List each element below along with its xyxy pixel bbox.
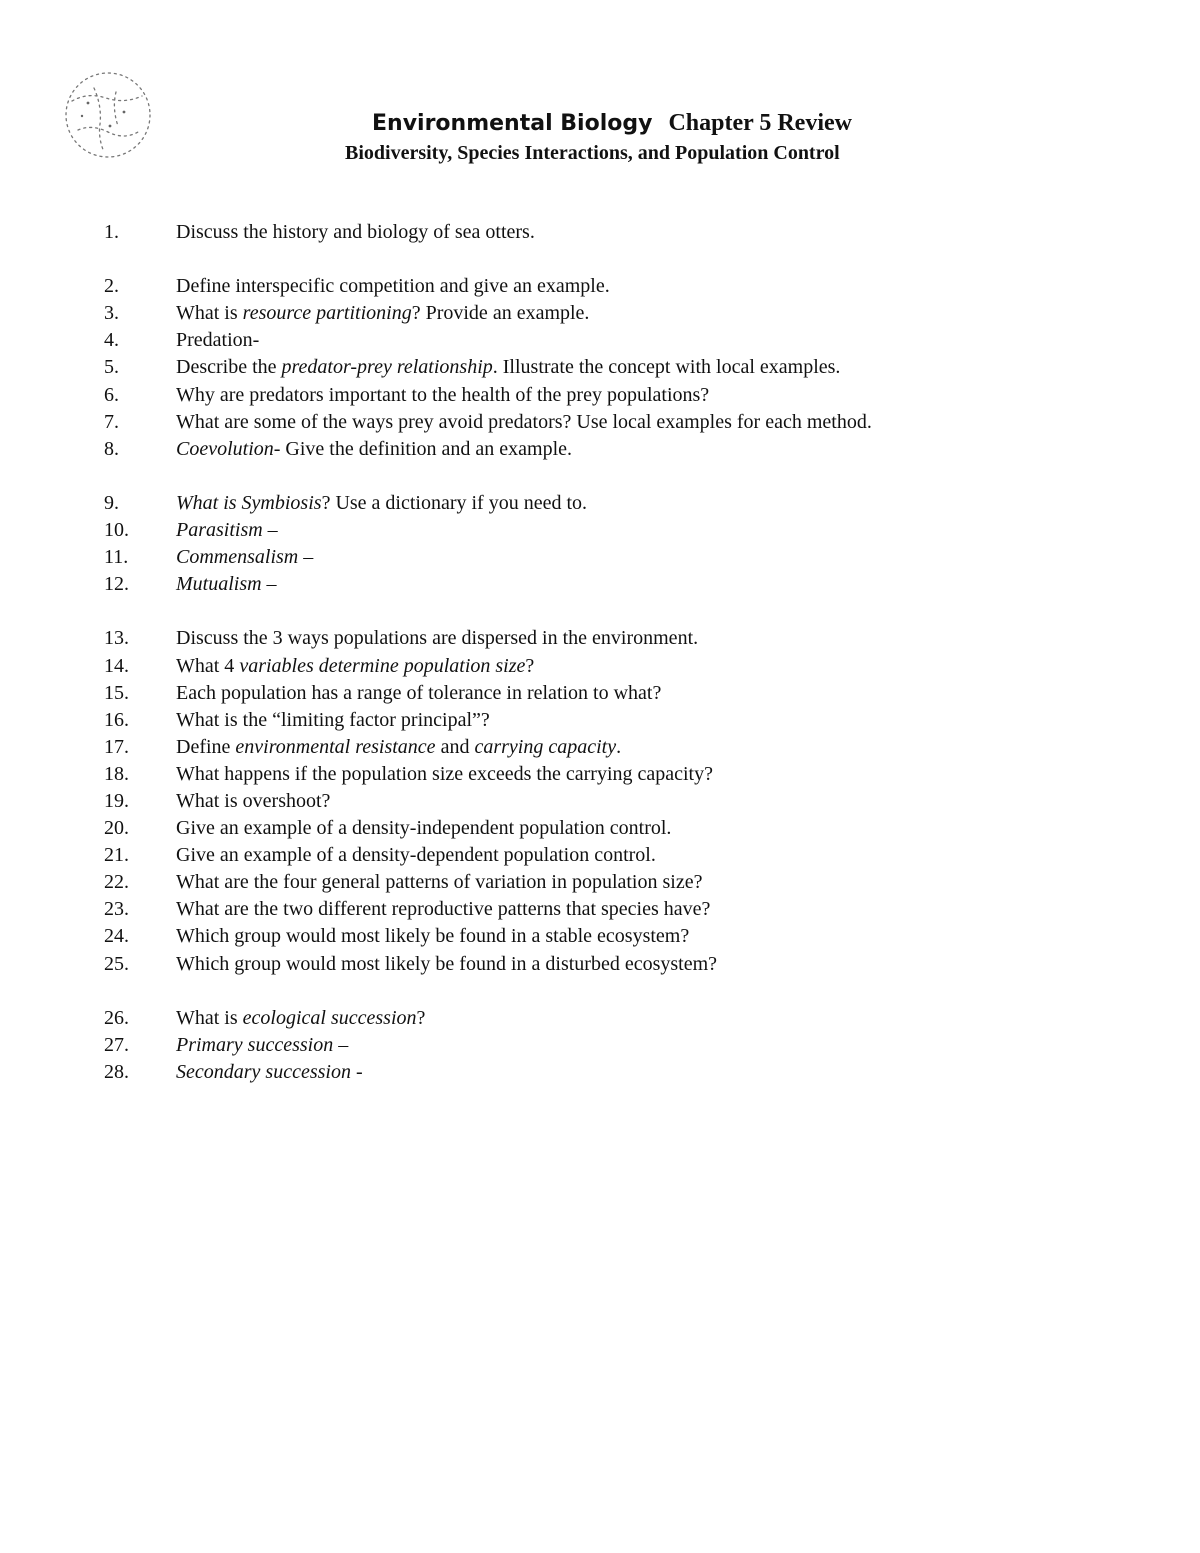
question-text: What is resource partitioning? Provide an example. [176,302,590,325]
question-text: Which group would most likely be found in a stable ecosystem? [176,925,690,948]
question-text: What are the four general patterns of variation in population size? [176,871,703,894]
question-item [0,1032,1200,1059]
question-text: Define environmental resistance and carrying capacity. [176,735,622,758]
question-text: Define interspecific competition and give an example. [176,275,610,298]
question-text: What is the “limiting factor principal”? [176,708,490,731]
question-number: 3. [104,302,119,325]
question-number: 23. [104,898,129,921]
question-number: 2. [104,275,119,298]
question-item [0,923,1200,950]
question-text: What is Symbiosis? Use a dictionary if you need to. [176,491,588,514]
question-item [0,409,1200,436]
title-course: Environmental Biology [372,111,653,136]
question-number: 4. [104,329,119,352]
question-text: What are the two different reproductive patterns that species have? [176,898,711,921]
question-item [0,734,1200,761]
question-number: 21. [104,844,129,867]
question-number: 28. [104,1060,129,1083]
question-item [0,219,1200,246]
question-text: Mutualism – [176,573,277,596]
question-text: Each population has a range of tolerance in relation to what? [176,681,662,704]
question-item [0,354,1200,381]
question-item [0,517,1200,544]
question-number: 25. [104,952,129,975]
question-number: 13. [104,627,129,650]
question-number: 17. [104,735,129,758]
question-number: 16. [104,708,129,731]
question-text: Describe the predator-prey relationship. Illustrate the concept with local examples. [176,356,841,379]
question-number: 9. [104,491,119,514]
document-subtitle: Biodiversity, Species Interactions, and Population Control [345,142,840,164]
question-text: Discuss the history and biology of sea otters. [176,221,535,243]
question-item [0,653,1200,680]
question-number: 11. [104,546,129,569]
question-number: 14. [104,654,129,677]
question-number: 10. [104,519,129,542]
question-number: 19. [104,789,129,812]
question-number: 22. [104,871,129,894]
question-text: Coevolution- Give the definition and an example. [176,437,572,460]
question-item [0,1005,1200,1032]
question-text: What is ecological succession? [176,1006,426,1029]
question-item [0,625,1200,652]
question-item [0,896,1200,923]
question-item [0,788,1200,815]
question-number: 12. [104,573,129,596]
question-list [0,219,1200,1086]
question-item [0,382,1200,409]
question-text: Secondary succession - [176,1060,363,1083]
question-item [0,761,1200,788]
question-item [0,951,1200,978]
question-number: 18. [104,762,129,785]
question-item [0,300,1200,327]
question-number: 1. [104,221,119,243]
question-text: Give an example of a density-dependent population control. [176,844,656,867]
question-number: 15. [104,681,129,704]
question-number: 8. [104,437,119,460]
question-number: 6. [104,383,119,406]
question-item [0,273,1200,300]
question-number: 27. [104,1033,129,1056]
question-item [0,680,1200,707]
question-text: What happens if the population size exceeds the carrying capacity? [176,762,713,785]
question-item [0,1059,1200,1086]
question-text: Predation- [176,329,260,352]
dotted-circle-logo-icon [58,68,158,162]
question-item [0,842,1200,869]
question-number: 24. [104,925,129,948]
question-number: 5. [104,356,119,379]
question-text: What 4 variables determine population size? [176,654,535,677]
question-item [0,815,1200,842]
question-number: 26. [104,1006,129,1029]
question-item [0,571,1200,598]
question-item [0,544,1200,571]
question-number: 20. [104,817,129,840]
question-text: Commensalism – [176,546,314,569]
question-item [0,490,1200,517]
question-text: What is overshoot? [176,789,331,812]
question-item [0,707,1200,734]
title-chapter: Chapter 5 Review [668,110,852,136]
question-item [0,869,1200,896]
question-text: Primary succession – [176,1033,349,1056]
question-number: 7. [104,410,119,433]
question-text: What are some of the ways prey avoid predators? Use local examples for each method. [176,410,872,433]
question-item [0,327,1200,354]
question-item [0,436,1200,463]
question-text: Discuss the 3 ways populations are dispersed in the environment. [176,627,699,650]
question-text: Give an example of a density-independent population control. [176,817,672,840]
question-text: Parasitism – [176,519,278,542]
question-text: Why are predators important to the health of the prey populations? [176,383,710,406]
question-text: Which group would most likely be found in a disturbed ecosystem? [176,952,718,975]
document-title [372,108,852,139]
